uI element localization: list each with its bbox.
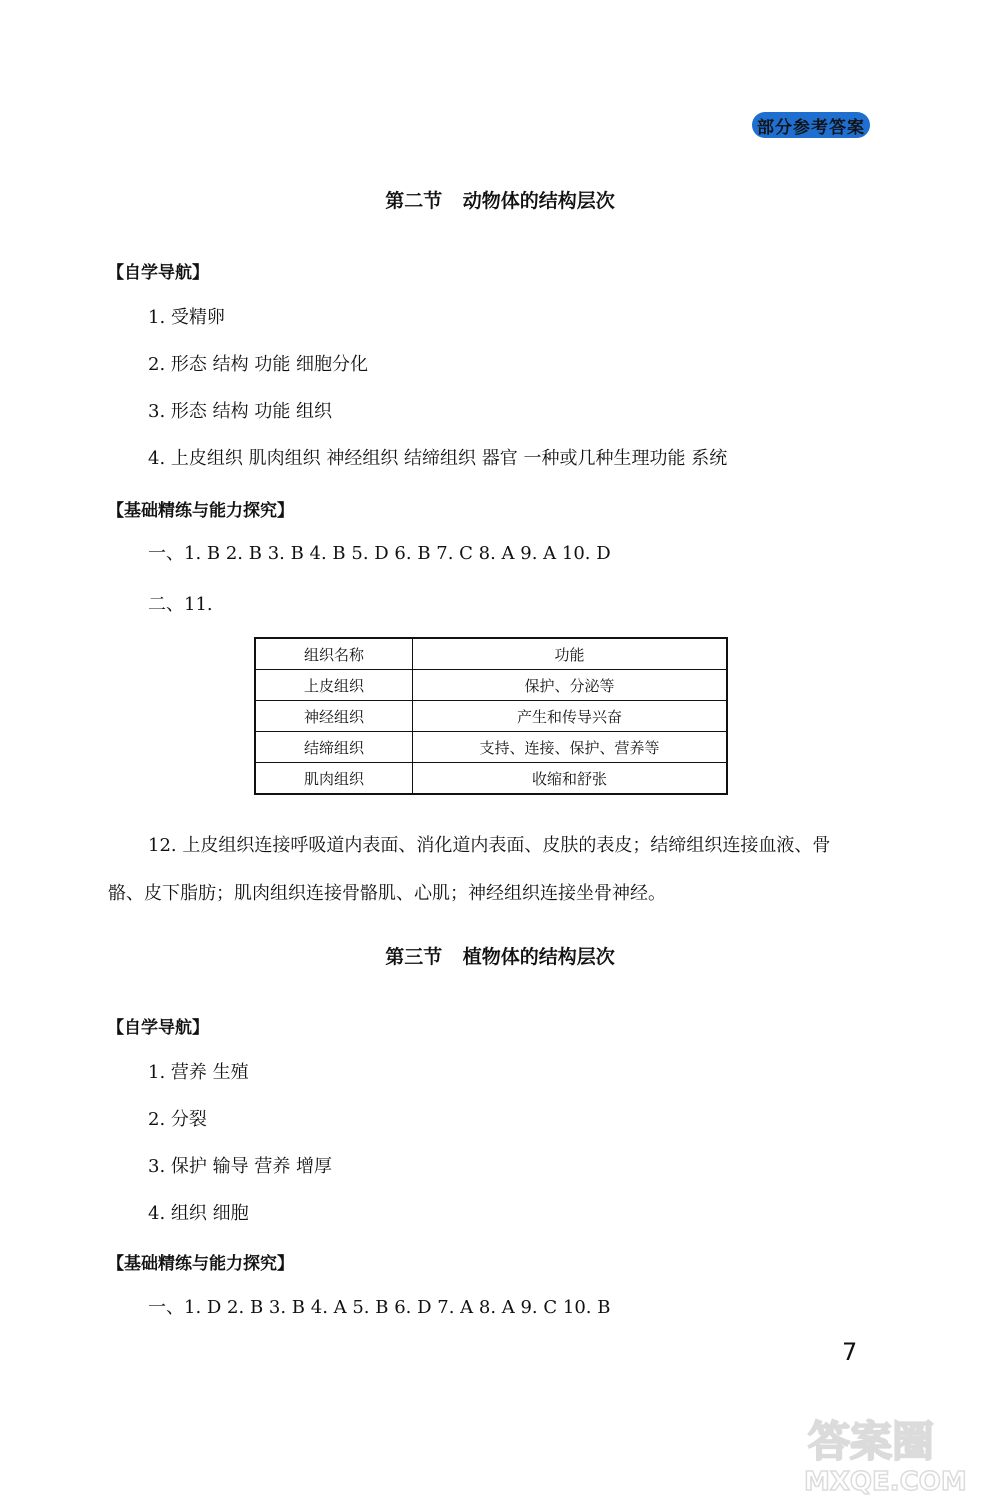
table-cell: 肌肉组织 (255, 763, 413, 795)
table-cell: 结缔组织 (255, 732, 413, 763)
watermark-url-text: MXQE.COM (804, 1467, 967, 1495)
section3-self-study-item: 2. 分裂 (148, 1109, 207, 1130)
table-header-row (255, 638, 727, 670)
section2-self-study-item: 4. 上皮组织 肌肉组织 神经组织 结缔组织 器官 一种或几种生理功能 系统 (148, 448, 728, 469)
table-cell: 保护、分泌等 (413, 670, 728, 701)
section3-choice-answers: 一、1. D 2. B 3. B 4. A 5. B 6. D 7. A 8. A 9. C 10. B (148, 1297, 611, 1318)
table-row (255, 763, 727, 795)
table-cell: 收缩和舒张 (413, 763, 728, 795)
table-cell: 产生和传导兴奋 (413, 701, 728, 732)
section2-q12-line2: 骼、皮下脂肪；肌肉组织连接骨骼肌、心肌；神经组织连接坐骨神经。 (108, 883, 666, 904)
section2-q11-label: 二、11. (148, 594, 213, 615)
section3-practice-heading: 【基础精练与能力探究】 (107, 1254, 294, 1274)
watermark-mark-text: 答案圈 (808, 1417, 935, 1466)
page-number: 7 (842, 1338, 858, 1366)
table-cell: 神经组织 (255, 701, 413, 732)
section2-self-study-item: 1. 受精卵 (148, 307, 225, 328)
tissue-function-table (254, 637, 728, 795)
table-row (255, 732, 727, 763)
section2-q12-line1: 12. 上皮组织连接呼吸道内表面、消化道内表面、皮肤的表皮；结缔组织连接血液、骨 (148, 835, 831, 856)
section3-self-study-item: 3. 保护 输导 营养 增厚 (148, 1156, 333, 1177)
section2-self-study-item: 2. 形态 结构 功能 细胞分化 (148, 354, 369, 375)
table-header: 组织名称 (255, 638, 413, 670)
section3-self-study-item: 1. 营养 生殖 (148, 1062, 249, 1083)
section2-title: 第二节 动物体的结构层次 (385, 190, 615, 212)
table-cell: 上皮组织 (255, 670, 413, 701)
watermark-logo (800, 1410, 990, 1495)
section2-practice-heading: 【基础精练与能力探究】 (107, 501, 294, 521)
section2-self-study-item: 3. 形态 结构 功能 组织 (148, 401, 333, 422)
table-cell: 支持、连接、保护、营养等 (413, 732, 728, 763)
table-header: 功能 (413, 638, 728, 670)
reference-answer-badge: 部分参考答案 (752, 112, 870, 138)
section3-self-study-item: 4. 组织 细胞 (148, 1203, 249, 1224)
section2-self-study-heading: 【自学导航】 (107, 263, 209, 283)
table-row (255, 701, 727, 732)
section3-self-study-heading: 【自学导航】 (107, 1018, 209, 1038)
table-row (255, 670, 727, 701)
section3-title: 第三节 植物体的结构层次 (385, 946, 615, 968)
section2-choice-answers: 一、1. B 2. B 3. B 4. B 5. D 6. B 7. C 8. A 9. A 10. D (148, 543, 611, 564)
